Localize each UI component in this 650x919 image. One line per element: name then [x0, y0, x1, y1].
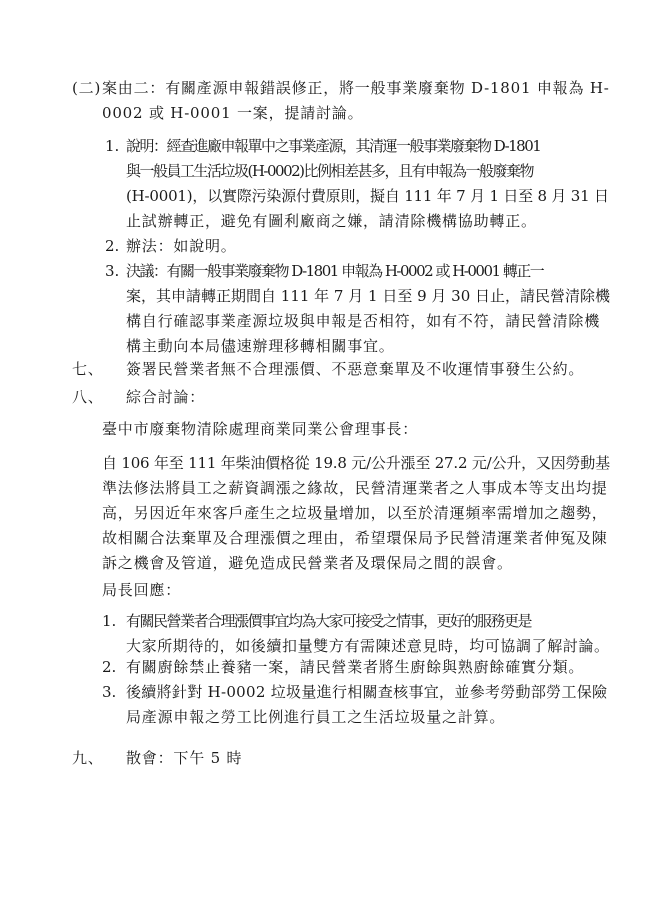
item-line: 辦法：如說明。: [126, 237, 237, 255]
item-line: 案，其申請轉正期間自 111 年 7 月 1 日至 9 月 30 日止，請民營清除機: [126, 287, 611, 305]
item-line: 止試辦轉正，避免有圖利廠商之嫌，請清除機構協助轉正。: [126, 212, 537, 230]
reply-number: 3.: [102, 683, 117, 701]
case2-item-number: 3.: [105, 262, 120, 280]
reply-number: 2.: [102, 658, 117, 676]
case2-title-line: 0002 或 H-0001 一案，提請討論。: [102, 104, 364, 122]
item-line: (H-0001)，以實際污染源付費原則，擬自 111 年 7 月 1 日至 8 月 31 日: [126, 187, 609, 205]
reply-item: [126, 655, 584, 680]
case2-title-line: 案由二：有關產源申報錯誤修正，將一般事業廢棄物 D-1801 申報為 H-: [102, 79, 610, 97]
reply-line: 有關廚餘禁止養豬一案，請民營業者將生廚餘與熟廚餘確實分類。: [126, 658, 585, 676]
item-line: 說明：經查進廠申報單中之事業產源，其清運一般事業廢棄物 D-1801: [126, 137, 541, 155]
section7-marker: 七、: [72, 360, 104, 378]
section8-text: 綜合討論：: [126, 388, 206, 406]
reply-line: 有關民營業者合理漲價事宜均為大家可接受之情事，更好的服務更是: [126, 612, 532, 630]
reply-line: 大家所期待的，如後續扣量雙方有需陳述意見時，均可協調了解討論。: [126, 637, 610, 655]
item-line: 決議：有關一般事業廢棄物 D-1801 申報為 H-0002 或 H-0001 轉正一: [126, 262, 544, 280]
section9-text: 散會：下午 5 時: [126, 749, 243, 767]
case2-item-number: 1.: [105, 137, 120, 155]
reply-line: 局產源申報之勞工比例進行員工之生活垃圾量之計算。: [126, 708, 506, 726]
case2-item-explanation: [126, 134, 609, 234]
item-line: 與一般員工生活垃圾(H-0002)比例相差甚多，且有申報為一般廢棄物: [126, 162, 534, 180]
item-line: 構主動向本局儘速辦理移轉相關事宜。: [126, 337, 395, 355]
reply-title: 局長回應：: [102, 581, 182, 599]
reply-item: [126, 680, 607, 730]
speech-line: 訴之機會及管道，避免造成民營業者及環保局之間的誤會。: [102, 554, 513, 572]
speech-line: 故相關合法棄單及合理漲價之理由，希望環保局予民營清運業者伸冤及陳: [102, 529, 608, 547]
speech-line: 準法修法將員工之薪資調漲之緣故，民營清運業者之人事成本等支出均提: [102, 479, 608, 497]
section8-marker: 八、: [72, 388, 104, 406]
reply-item: [126, 609, 610, 659]
case2-marker: (二): [72, 79, 102, 97]
case2-item-resolution: [126, 259, 610, 359]
case2-item-method: [126, 234, 237, 259]
reply-number: 1.: [102, 612, 117, 630]
section9-marker: 九、: [72, 749, 104, 767]
speech-line: 自 106 年至 111 年柴油價格從 19.8 元/公升漲至 27.2 元/公升，又因勞動基: [102, 454, 610, 472]
case2-item-number: 2.: [105, 237, 120, 255]
speech-line: 高，另因近年來客戶產生之垃圾量增加，以至於清運頻率需增加之趨勢，: [102, 504, 608, 522]
item-line: 構自行確認事業產源垃圾與申報是否相符，如有不符，請民營清除機: [126, 312, 601, 330]
section7-text: 簽署民營業者無不合理漲價、不惡意棄單及不收運情事發生公約。: [126, 360, 585, 378]
speaker-title: 臺中市廢棄物清除處理商業同業公會理事長：: [102, 420, 419, 438]
speech-paragraph: [102, 451, 610, 576]
case2-title: [102, 76, 610, 126]
reply-line: 後續將針對 H-0002 垃圾量進行相關查核事宜，並參考勞動部勞工保險: [126, 683, 608, 701]
